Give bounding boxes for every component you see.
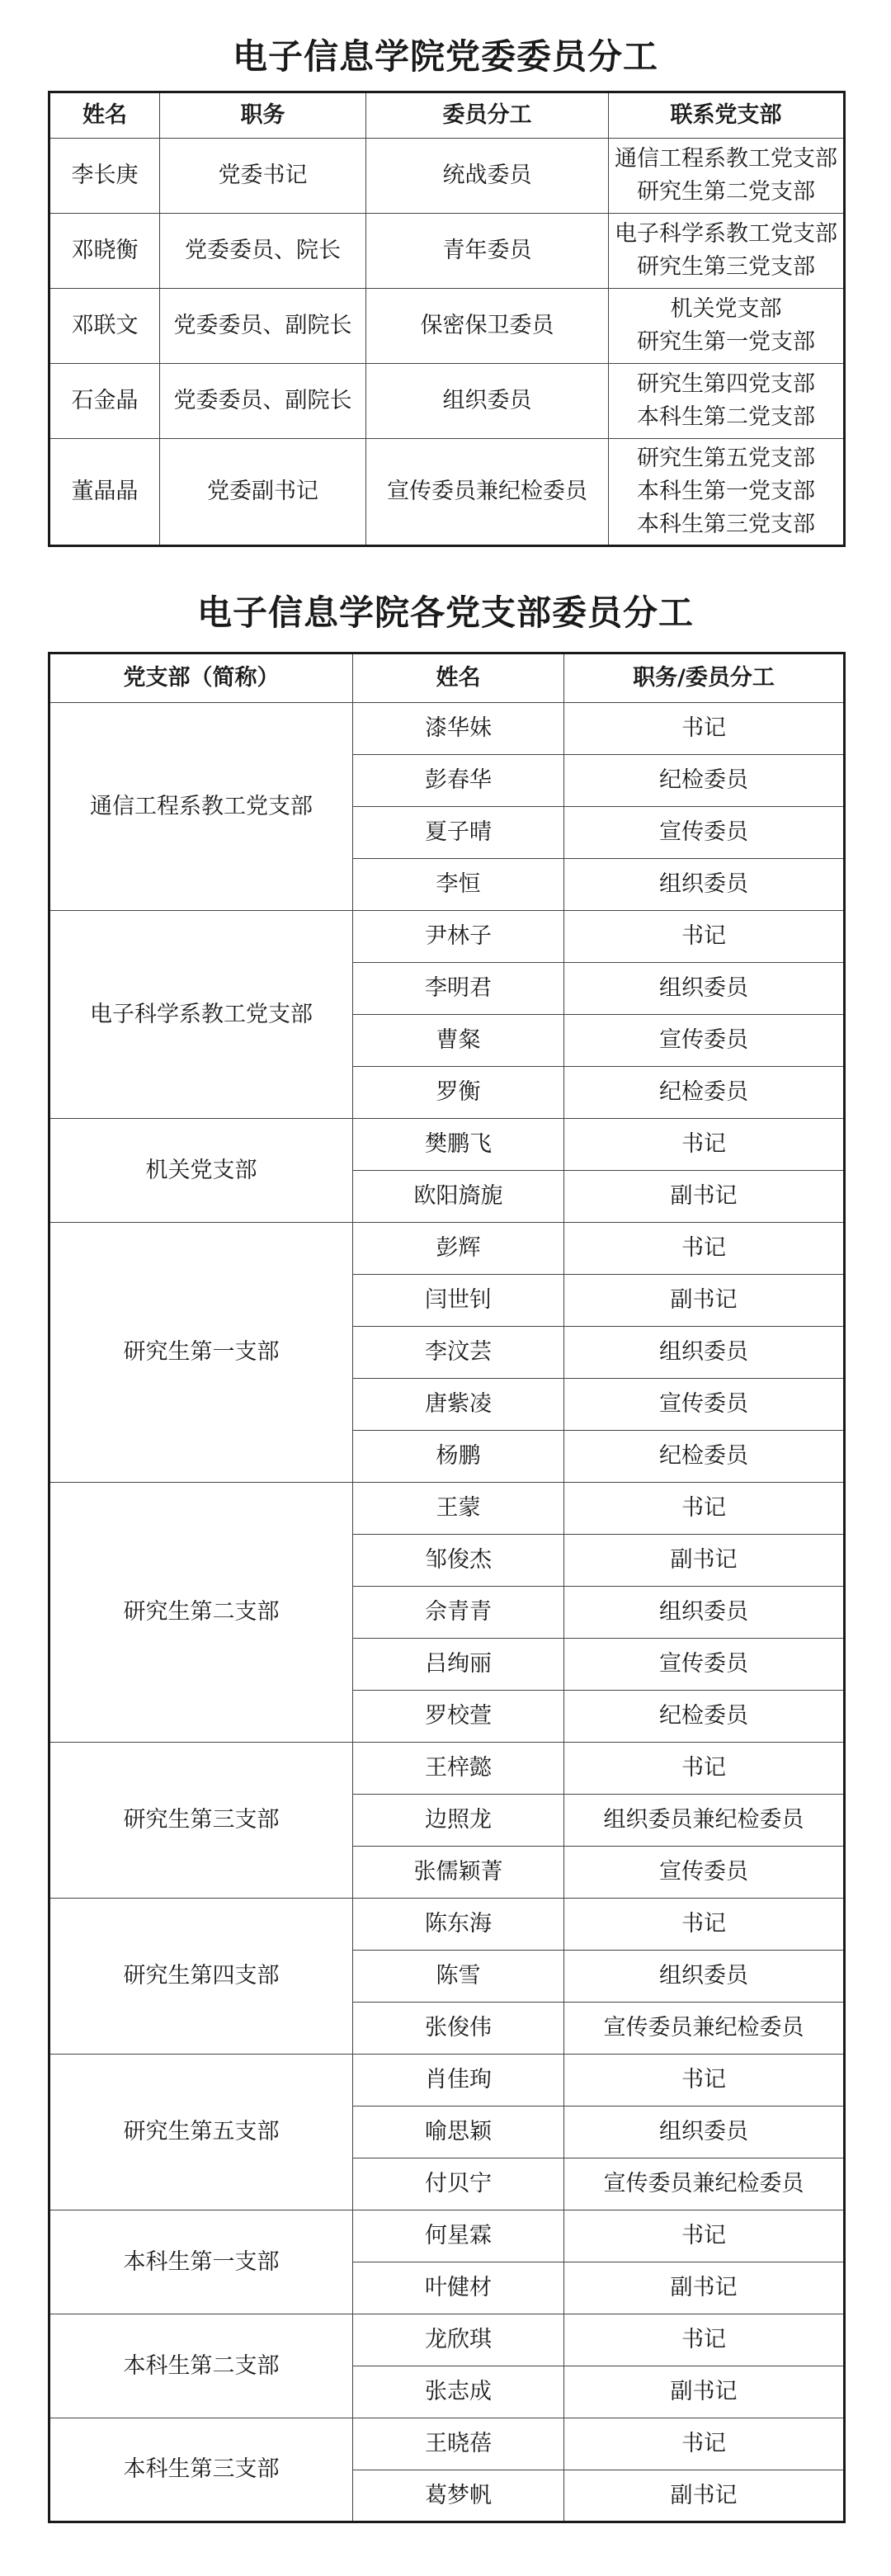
cell-member-name: 叶健材 <box>353 2262 564 2314</box>
cell-member-role: 书记 <box>564 2418 845 2470</box>
cell-member-role: 组织委员 <box>564 1587 845 1639</box>
table-row <box>50 139 845 214</box>
cell-name: 邓联文 <box>50 289 160 364</box>
committee-duty-table <box>48 91 846 547</box>
cell-name: 董晶晶 <box>50 439 160 546</box>
cell-member-role: 书记 <box>564 703 845 755</box>
cell-member-name: 邹俊杰 <box>353 1535 564 1587</box>
table-row <box>50 2210 845 2262</box>
cell-member-role: 书记 <box>564 2210 845 2262</box>
column-header-name: 姓名 <box>353 653 564 703</box>
column-header-branch: 党支部（简称） <box>50 653 353 703</box>
cell-member-role: 宣传委员 <box>564 807 845 859</box>
cell-member-name: 欧阳旖旎 <box>353 1171 564 1223</box>
table-row <box>50 214 845 289</box>
cell-member-role: 组织委员 <box>564 859 845 911</box>
cell-member-role: 书记 <box>564 2055 845 2107</box>
cell-member-name: 尹林子 <box>353 911 564 963</box>
cell-member-name: 夏子晴 <box>353 807 564 859</box>
cell-branch: 本科生第二支部 <box>50 2314 353 2418</box>
cell-position: 党委委员、副院长 <box>160 364 366 439</box>
cell-position: 党委委员、院长 <box>160 214 366 289</box>
table-header-row <box>50 653 845 703</box>
cell-member-role: 书记 <box>564 1223 845 1275</box>
cell-branch: 本科生第三支部 <box>50 2418 353 2522</box>
cell-member-name: 杨鹏 <box>353 1431 564 1483</box>
cell-member-role: 书记 <box>564 1743 845 1795</box>
cell-member-role: 组织委员 <box>564 963 845 1015</box>
cell-member-name: 吕绚丽 <box>353 1639 564 1691</box>
table-row <box>50 1899 845 1951</box>
cell-member-role: 组织委员 <box>564 2107 845 2158</box>
table-row <box>50 1483 845 1535</box>
branch-line: 机关党支部 <box>670 296 782 322</box>
table-row <box>50 703 845 755</box>
cell-member-name: 王晓蓓 <box>353 2418 564 2470</box>
cell-member-role: 副书记 <box>564 1171 845 1223</box>
cell-role: 宣传委员兼纪检委员 <box>366 439 609 546</box>
cell-name: 邓晓衡 <box>50 214 160 289</box>
cell-member-name: 罗校萱 <box>353 1691 564 1743</box>
cell-role: 组织委员 <box>366 364 609 439</box>
cell-branch: 电子科学系教工党支部 <box>50 911 353 1119</box>
column-header-position: 职务 <box>160 92 366 139</box>
cell-member-role: 纪检委员 <box>564 1431 845 1483</box>
cell-member-role: 纪检委员 <box>564 1067 845 1119</box>
cell-member-role: 宣传委员 <box>564 1379 845 1431</box>
column-header-name: 姓名 <box>50 92 160 139</box>
cell-position: 党委副书记 <box>160 439 366 546</box>
cell-member-role: 副书记 <box>564 2366 845 2418</box>
cell-member-role: 宣传委员兼纪检委员 <box>564 2158 845 2210</box>
cell-branches <box>609 214 845 289</box>
cell-member-name: 李恒 <box>353 859 564 911</box>
branch-line: 研究生第三党支部 <box>637 254 815 280</box>
table-row <box>50 911 845 963</box>
cell-branch: 本科生第一支部 <box>50 2210 353 2314</box>
cell-branches <box>609 439 845 546</box>
cell-branch: 研究生第四支部 <box>50 1899 353 2055</box>
cell-name: 石金晶 <box>50 364 160 439</box>
branch-line: 研究生第二党支部 <box>637 179 815 205</box>
column-header-branch: 联系党支部 <box>609 92 845 139</box>
cell-member-name: 王梓懿 <box>353 1743 564 1795</box>
committee-title: 电子信息学院党委委员分工 <box>232 36 658 77</box>
cell-member-role: 副书记 <box>564 1535 845 1587</box>
cell-member-role: 宣传委员 <box>564 1847 845 1899</box>
branch-line: 通信工程系教工党支部 <box>615 146 837 172</box>
cell-branches <box>609 364 845 439</box>
cell-member-role: 宣传委员兼纪检委员 <box>564 2003 845 2055</box>
cell-branch: 研究生第二支部 <box>50 1483 353 1743</box>
cell-name: 李长庚 <box>50 139 160 214</box>
cell-member-role: 书记 <box>564 911 845 963</box>
cell-member-name: 龙欣琪 <box>353 2314 564 2366</box>
cell-position: 党委委员、副院长 <box>160 289 366 364</box>
table-row <box>50 1119 845 1171</box>
cell-member-name: 付贝宁 <box>353 2158 564 2210</box>
cell-member-role: 组织委员兼纪检委员 <box>564 1795 845 1847</box>
cell-member-name: 彭辉 <box>353 1223 564 1275</box>
cell-member-role: 宣传委员 <box>564 1639 845 1691</box>
cell-member-role: 书记 <box>564 1119 845 1171</box>
cell-member-name: 樊鹏飞 <box>353 1119 564 1171</box>
branch-committee-title: 电子信息学院各党支部委员分工 <box>196 592 694 633</box>
cell-member-name: 张俊伟 <box>353 2003 564 2055</box>
cell-member-role: 副书记 <box>564 1275 845 1327</box>
cell-branch: 研究生第三支部 <box>50 1743 353 1899</box>
cell-member-name: 何星霖 <box>353 2210 564 2262</box>
table-row <box>50 2314 845 2366</box>
cell-member-role: 副书记 <box>564 2262 845 2314</box>
branch-line: 本科生第一党支部 <box>637 479 815 504</box>
cell-member-role: 纪检委员 <box>564 1691 845 1743</box>
branch-line: 研究生第四党支部 <box>637 371 815 397</box>
branch-line: 本科生第三党支部 <box>637 512 815 537</box>
branch-line: 本科生第二党支部 <box>637 404 815 430</box>
cell-member-name: 闫世钊 <box>353 1275 564 1327</box>
column-header-role: 职务/委员分工 <box>564 653 845 703</box>
table-row <box>50 1743 845 1795</box>
cell-member-name: 曹粲 <box>353 1015 564 1067</box>
table-row <box>50 1223 845 1275</box>
cell-member-name: 喻思颖 <box>353 2107 564 2158</box>
cell-member-name: 陈雪 <box>353 1951 564 2003</box>
cell-member-role: 纪检委员 <box>564 755 845 807</box>
cell-member-name: 葛梦帆 <box>353 2470 564 2522</box>
branch-line: 研究生第五党支部 <box>637 446 815 471</box>
cell-member-name: 佘青青 <box>353 1587 564 1639</box>
cell-branches <box>609 139 845 214</box>
table-row <box>50 289 845 364</box>
cell-member-role: 书记 <box>564 1899 845 1951</box>
branch-committee-table <box>48 652 846 2523</box>
cell-member-role: 组织委员 <box>564 1951 845 2003</box>
cell-member-role: 副书记 <box>564 2470 845 2522</box>
cell-member-name: 李明君 <box>353 963 564 1015</box>
cell-member-name: 彭春华 <box>353 755 564 807</box>
cell-position: 党委书记 <box>160 139 366 214</box>
cell-member-name: 陈东海 <box>353 1899 564 1951</box>
branch-line: 电子科学系教工党支部 <box>615 221 837 247</box>
cell-member-name: 唐紫凌 <box>353 1379 564 1431</box>
cell-role: 统战委员 <box>366 139 609 214</box>
table-row <box>50 364 845 439</box>
cell-member-name: 张儒颖菁 <box>353 1847 564 1899</box>
cell-branch: 通信工程系教工党支部 <box>50 703 353 911</box>
cell-branch: 机关党支部 <box>50 1119 353 1223</box>
cell-member-name: 李汶芸 <box>353 1327 564 1379</box>
cell-branches <box>609 289 845 364</box>
cell-member-name: 边照龙 <box>353 1795 564 1847</box>
cell-member-role: 组织委员 <box>564 1327 845 1379</box>
table-row <box>50 439 845 546</box>
table-header-row <box>50 92 845 139</box>
cell-member-name: 肖佳珣 <box>353 2055 564 2107</box>
cell-member-name: 王蒙 <box>353 1483 564 1535</box>
table-row <box>50 2418 845 2470</box>
cell-member-role: 书记 <box>564 1483 845 1535</box>
cell-branch: 研究生第五支部 <box>50 2055 353 2210</box>
cell-member-name: 张志成 <box>353 2366 564 2418</box>
cell-member-name: 罗衡 <box>353 1067 564 1119</box>
cell-member-role: 书记 <box>564 2314 845 2366</box>
table-row <box>50 2055 845 2107</box>
branch-line: 研究生第一党支部 <box>637 329 815 355</box>
cell-member-name: 漆华妹 <box>353 703 564 755</box>
column-header-role: 委员分工 <box>366 92 609 139</box>
cell-branch: 研究生第一支部 <box>50 1223 353 1483</box>
cell-role: 青年委员 <box>366 214 609 289</box>
cell-role: 保密保卫委员 <box>366 289 609 364</box>
cell-member-role: 宣传委员 <box>564 1015 845 1067</box>
